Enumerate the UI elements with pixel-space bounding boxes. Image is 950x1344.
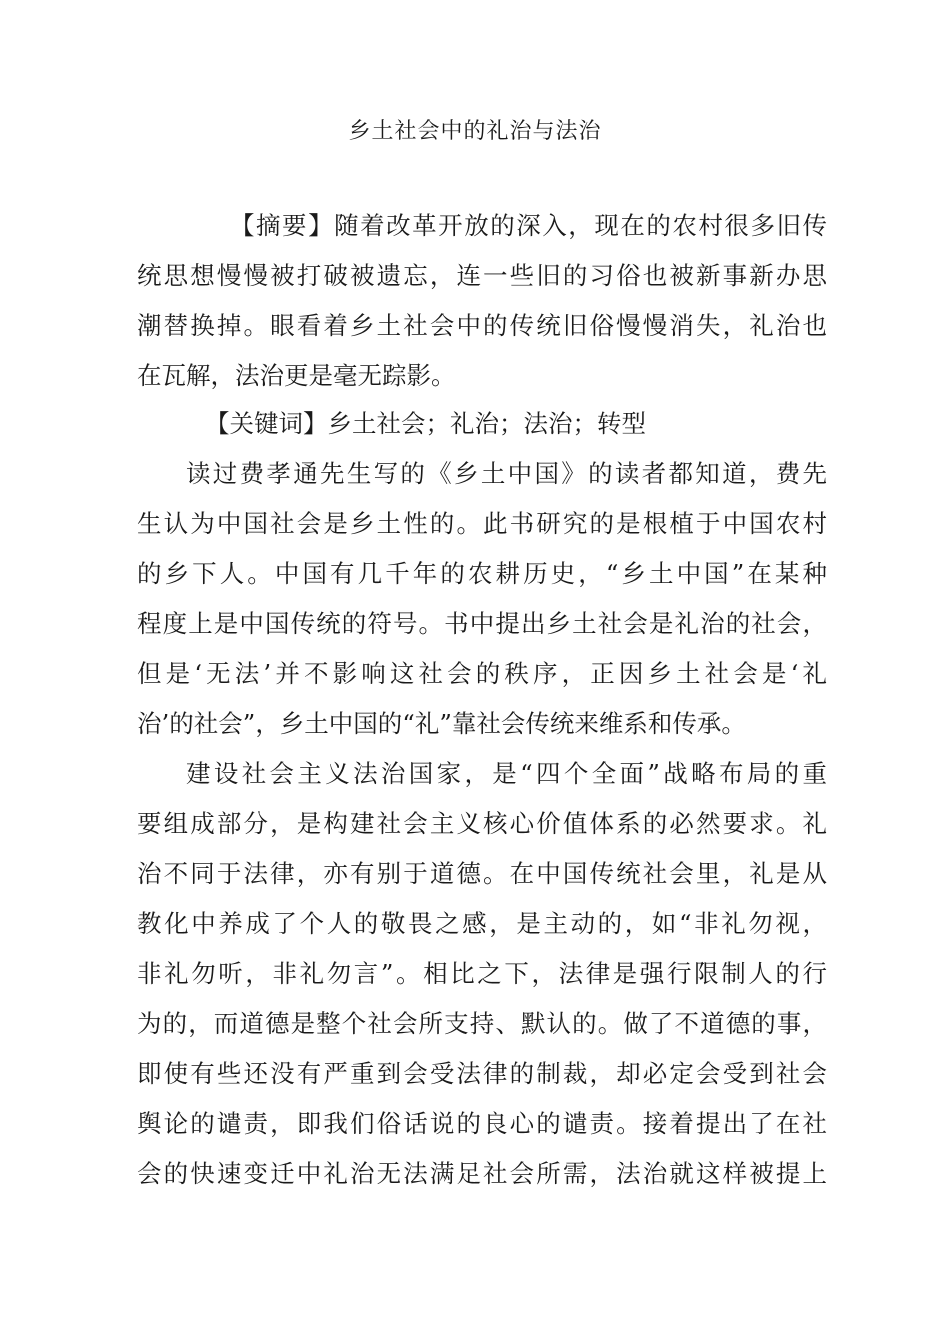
paragraph-1-line-5: 但是‘无法’并不影响这社会的秩序，正因乡土社会是‘礼	[137, 659, 827, 688]
paragraph-2-line-2: 要组成部分，是构建社会主义核心价值体系的必然要求。礼	[137, 809, 827, 838]
paragraph-2-line-8: 舆论的谴责，即我们俗话说的良心的谴责。接着提出了在社	[137, 1109, 827, 1138]
document-title: 乡土社会中的礼治与法治	[348, 119, 602, 144]
paragraph-2-line-5: 非礼勿听，非礼勿言”。相比之下，法律是强行限制人的行	[137, 959, 827, 988]
abstract-line-3: 潮替换掉。眼看着乡土社会中的传统旧俗慢慢消失，礼治也	[137, 311, 827, 340]
paragraph-1-line-1: 读过费孝通先生写的《乡土中国》的读者都知道，费先	[186, 459, 827, 488]
paragraph-2-line-4: 教化中养成了个人的敬畏之感，是主动的，如“非礼勿视，	[137, 909, 827, 938]
abstract-line-4: 在瓦解，法治更是毫无踪影。	[137, 361, 456, 390]
keywords-line: 【关键词】乡土社会；礼治；法治；转型	[205, 409, 646, 438]
paragraph-1-line-2: 生认为中国社会是乡土性的。此书研究的是根植于中国农村	[137, 509, 827, 538]
abstract-line-1: 【摘要】随着改革开放的深入，现在的农村很多旧传	[230, 211, 827, 240]
paragraph-2-line-9: 会的快速变迁中礼治无法满足社会所需，法治就这样被提上	[137, 1159, 827, 1188]
paragraph-1-line-4: 程度上是中国传统的符号。书中提出乡土社会是礼治的社会，	[137, 609, 827, 638]
paragraph-1-line-6: 治’的社会”，乡土中国的“礼”靠社会传统来维系和传承。	[137, 709, 746, 738]
paragraph-2-line-1: 建设社会主义法治国家，是“四个全面”战略布局的重	[186, 759, 827, 788]
paragraph-2-line-6: 为的，而道德是整个社会所支持、默认的。做了不道德的事，	[137, 1009, 827, 1038]
paragraph-2-line-3: 治不同于法律，亦有别于道德。在中国传统社会里，礼是从	[137, 859, 827, 888]
paragraph-1-line-3: 的乡下人。中国有几千年的农耕历史，“乡土中国”在某种	[137, 559, 827, 588]
abstract-line-2: 统思想慢慢被打破被遗忘，连一些旧的习俗也被新事新办思	[137, 261, 827, 290]
paragraph-2-line-7: 即使有些还没有严重到会受法律的制裁，却必定会受到社会	[137, 1059, 827, 1088]
